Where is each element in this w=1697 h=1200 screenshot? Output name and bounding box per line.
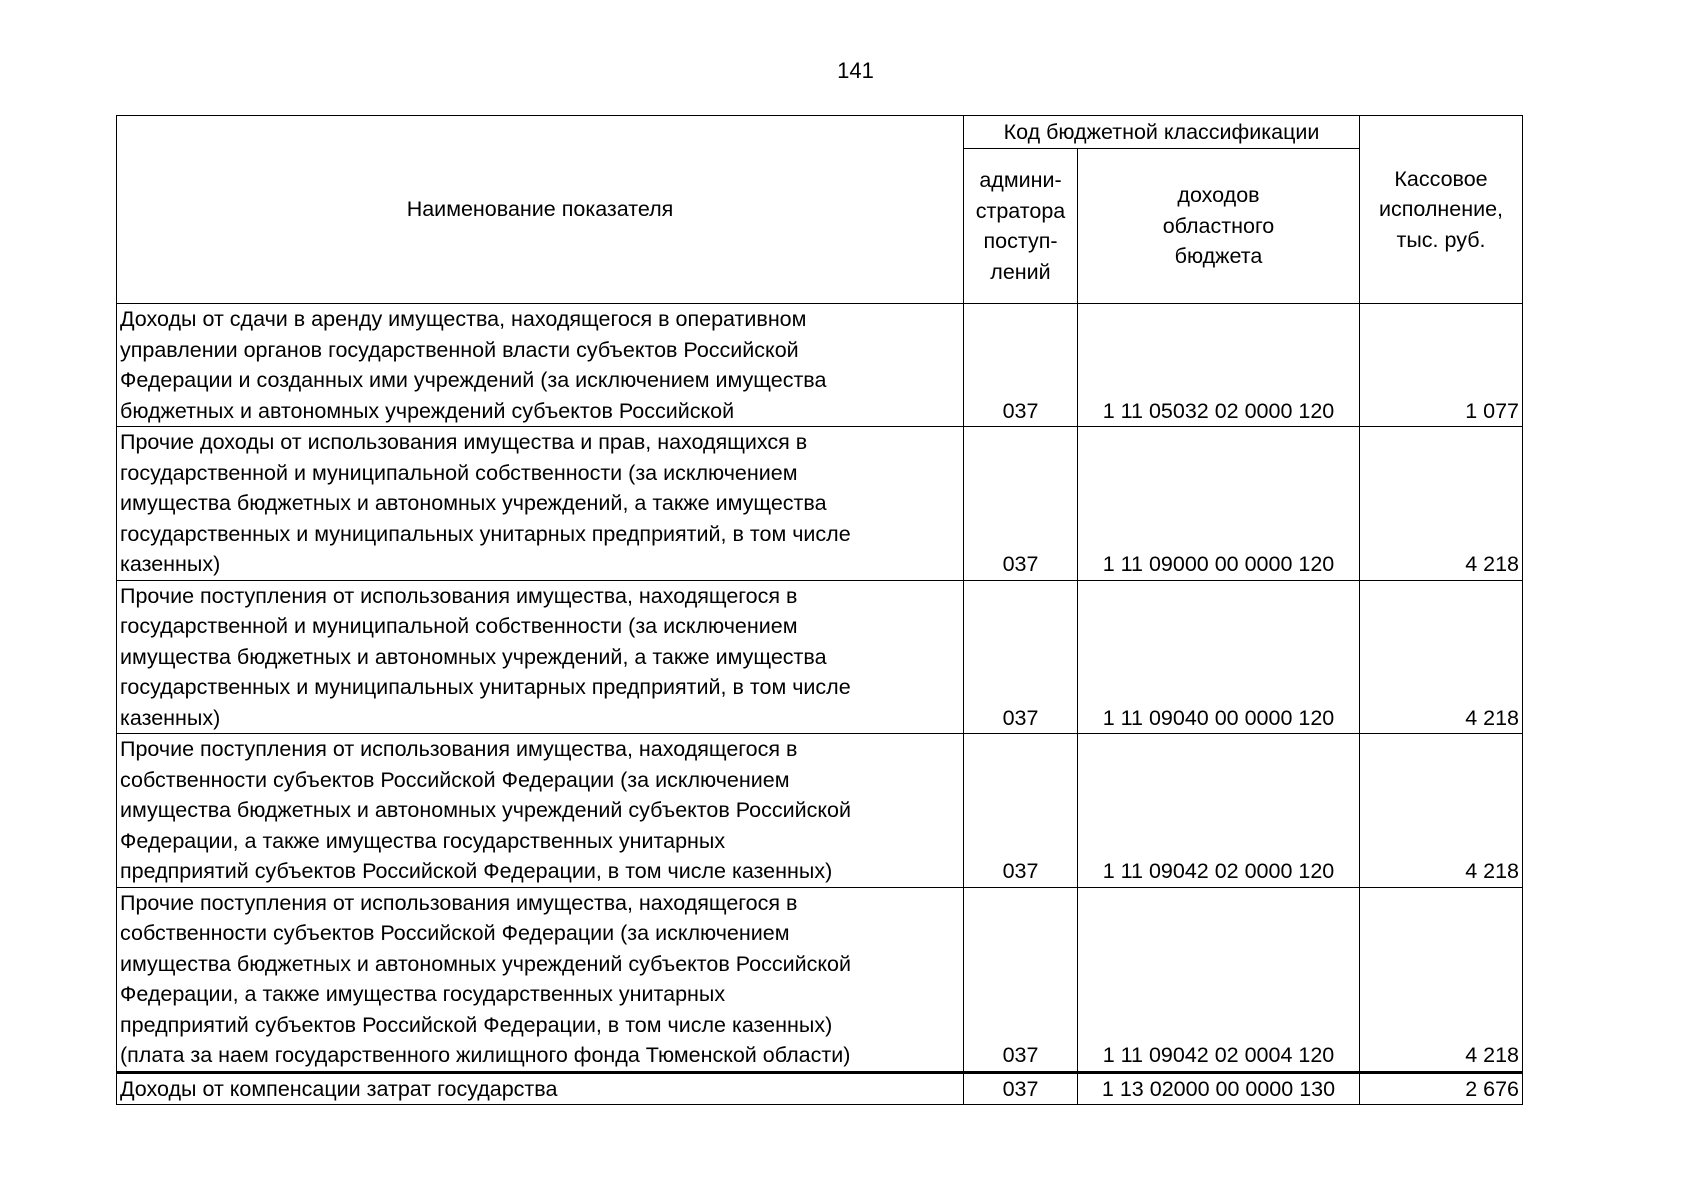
header-income-line: бюджета	[1174, 244, 1263, 269]
table-header	[117, 116, 1523, 304]
row-income-code: 1 11 09000 00 0000 120	[1078, 427, 1360, 581]
row-name-line: Доходы от компенсации затрат государства	[120, 1076, 558, 1101]
row-name	[117, 304, 964, 427]
row-name	[117, 1072, 964, 1105]
row-name-line: государственных и муниципальных унитарных предприятий, в том числе	[120, 675, 851, 699]
table-body	[117, 304, 1523, 1105]
row-admin-code: 037	[964, 580, 1078, 734]
row-name-line: имущества бюджетных и автономных учреждений, а также имущества	[120, 644, 827, 669]
row-name-line: предприятий субъектов Российской Федерации, в том числе казенных)	[120, 859, 833, 883]
row-amount: 1 077	[1360, 304, 1523, 427]
row-name	[117, 580, 964, 734]
header-amount-line: Кассовое	[1394, 166, 1488, 191]
row-name-line: государственных и муниципальных унитарных предприятий, в том числе	[120, 521, 851, 546]
header-admin-line: поступ-	[983, 229, 1058, 253]
row-income-code: 1 11 09040 00 0000 120	[1078, 580, 1360, 734]
header-income-line: доходов	[1177, 183, 1260, 208]
row-name	[117, 427, 964, 581]
row-amount: 4 218	[1360, 734, 1523, 888]
row-income-code: 1 11 05032 02 0000 120	[1078, 304, 1360, 427]
row-name-line: имущества бюджетных и автономных учреждений, а также имущества	[120, 491, 827, 515]
row-name-line: предприятий субъектов Российской Федерации, в том числе казенных)	[120, 1012, 833, 1037]
header-income-line: областного	[1162, 213, 1275, 238]
row-name-line: (плата за наем государственного жилищного фонда Тюменской области)	[120, 1043, 851, 1067]
row-name-line: управлении органов государственной власти субъектов Российской	[120, 337, 799, 362]
row-name-line: имущества бюджетных и автономных учреждений субъектов Российской	[120, 951, 851, 976]
row-admin-code: 037	[964, 1072, 1078, 1105]
row-amount: 4 218	[1360, 887, 1523, 1072]
row-name-line: собственности субъектов Российской Федерации (за исключением	[120, 921, 790, 945]
row-income-code: 1 11 09042 02 0000 120	[1078, 734, 1360, 888]
row-name-line: Федерации, а также имущества государственных унитарных	[120, 982, 726, 1006]
header-amount-line: тыс. руб.	[1396, 227, 1486, 252]
row-name-line: Федерации и созданных ими учреждений (за исключением имущества	[120, 368, 827, 392]
table-row	[117, 304, 1523, 427]
header-admin	[964, 149, 1078, 304]
row-admin-code: 037	[964, 304, 1078, 427]
header-amount-line: исполнение,	[1378, 197, 1504, 222]
header-code-group: Код бюджетной классификации	[964, 116, 1360, 149]
row-name-line: Федерации, а также имущества государственных унитарных	[120, 828, 726, 853]
page-number: 141	[837, 58, 874, 83]
row-amount: 4 218	[1360, 580, 1523, 734]
row-name-line: казенных)	[120, 705, 221, 730]
row-amount: 2 676	[1360, 1072, 1523, 1105]
table-row	[117, 1072, 1523, 1105]
row-name-line: Прочие поступления от использования имущества, находящегося в	[120, 890, 798, 915]
row-admin-code: 037	[964, 887, 1078, 1072]
header-admin-line: админи-	[979, 168, 1062, 192]
header-admin-line: стратора	[975, 198, 1066, 223]
row-name-line: имущества бюджетных и автономных учреждений субъектов Российской	[120, 798, 851, 822]
row-name-line: Прочие поступления от использования имущества, находящегося в	[120, 583, 798, 608]
row-name-line: бюджетных и автономных учреждений субъектов Российской	[120, 398, 735, 423]
row-name	[117, 887, 964, 1072]
table-row	[117, 427, 1523, 581]
table-row	[117, 887, 1523, 1072]
row-name-line: государственной и муниципальной собственности (за исключением	[120, 614, 798, 638]
row-income-code: 1 11 09042 02 0004 120	[1078, 887, 1360, 1072]
row-name-line: собственности субъектов Российской Федерации (за исключением	[120, 767, 790, 792]
row-income-code: 1 13 02000 00 0000 130	[1078, 1072, 1360, 1105]
row-admin-code: 037	[964, 734, 1078, 888]
budget-table	[116, 115, 1523, 1105]
row-name-line: казенных)	[120, 552, 221, 576]
row-name-line: государственной и муниципальной собственности (за исключением	[120, 460, 798, 485]
table-row	[117, 580, 1523, 734]
row-amount: 4 218	[1360, 427, 1523, 581]
header-admin-line: лений	[990, 259, 1051, 284]
row-name	[117, 734, 964, 888]
row-name-line: Прочие доходы от использования имущества и прав, находящихся в	[120, 430, 808, 454]
header-name: Наименование показателя	[117, 116, 964, 304]
header-income	[1078, 149, 1360, 304]
row-name-line: Прочие поступления от использования имущества, находящегося в	[120, 737, 798, 761]
row-admin-code: 037	[964, 427, 1078, 581]
header-amount	[1360, 116, 1523, 304]
row-name-line: Доходы от сдачи в аренду имущества, находящегося в оперативном	[120, 307, 807, 331]
table-row	[117, 734, 1523, 888]
